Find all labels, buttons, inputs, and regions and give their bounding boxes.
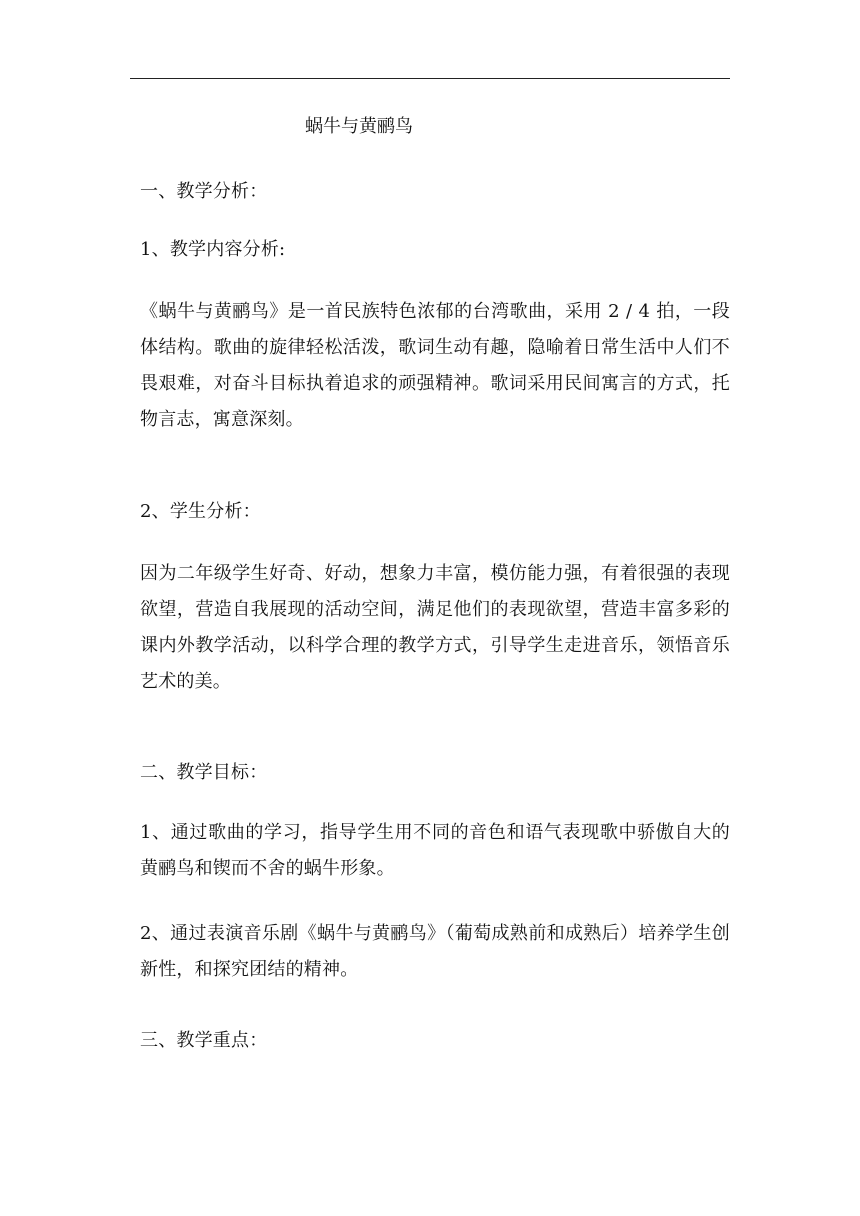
paragraph-content-analysis: 《蜗牛与黄鹂鸟》是一首民族特色浓郁的台湾歌曲，采用 2 / 4 拍，一段体结构。歌曲的旋律轻松活泼，歌词生动有趣，隐喻着日常生活中人们不畏艰难，对奋斗目标执着追求的顽强精神。歌词采用民间寓言的方式，托物言志，寓意深刻。 [140, 301, 730, 430]
paragraph-objective-1: 1、通过歌曲的学习，指导学生用不同的音色和语气表现歌中骄傲自大的黄鹂鸟和锲而不舍的蜗牛形象。 [140, 822, 730, 879]
document-title: 蜗牛与黄鹂鸟 [305, 116, 413, 137]
paragraph-student-analysis: 因为二年级学生好奇、好动，想象力丰富，模仿能力强，有着很强的表现欲望，营造自我展现的活动空间，满足他们的表现欲望，营造丰富多彩的课内外教学活动，以科学合理的教学方式，引导学生走进音乐，领悟音乐艺术的美。 [140, 563, 730, 692]
section-heading-analysis: 一、教学分析： [140, 181, 268, 202]
header-rule [130, 78, 730, 79]
section-heading-key-points: 三、教学重点： [140, 1030, 268, 1051]
subsection-heading-content-analysis: 1、教学内容分析: [140, 239, 286, 260]
section-heading-objectives: 二、教学目标： [140, 762, 268, 783]
subsection-heading-student-analysis: 2、学生分析： [140, 501, 261, 522]
paragraph-objective-2: 2、通过表演音乐剧《蜗牛与黄鹂鸟》（葡萄成熟前和成熟后）培养学生创新性，和探究团结的精神。 [140, 923, 730, 980]
